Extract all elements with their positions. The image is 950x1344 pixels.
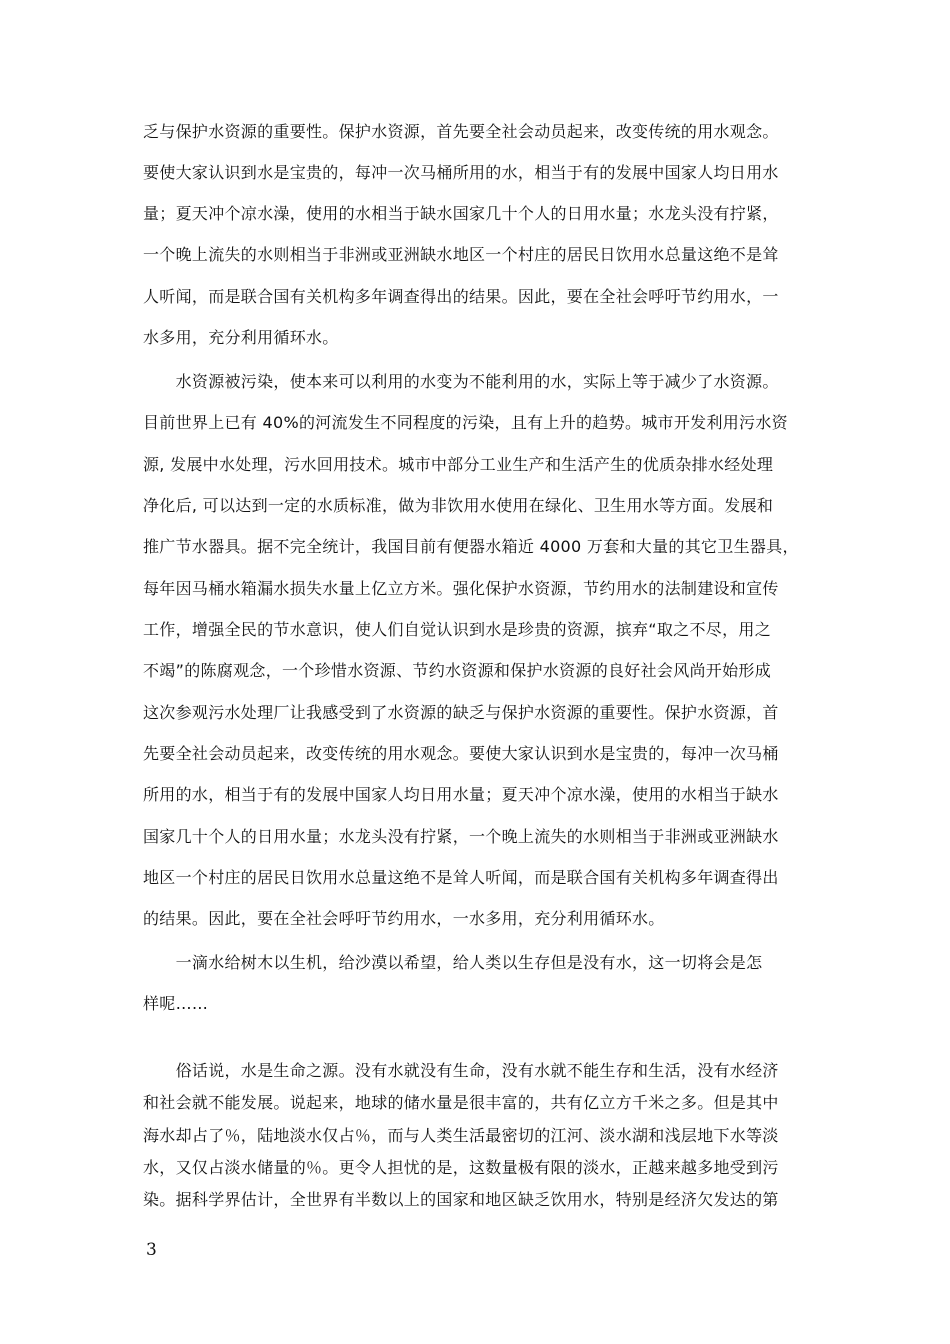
text-line: 样呢…… (143, 994, 209, 1013)
text-line: 染。据科学界估计，全世界有半数以上的国家和地区缺乏饮用水，特别是经济欠发达的第 (143, 1190, 779, 1209)
text-line: 所用的水，相当于有的发展中国家人均日用水量；夏天冲个凉水澡，使用的水相当于缺水 (143, 785, 779, 804)
text-line: 推广节水器具。据不完全统计，我国目前有便器水箱近 4000 万套和大量的其它卫生器具， (143, 537, 799, 556)
text-line: 国家几十个人的日用水量；水龙头没有拧紧，一个晚上流失的水则相当于非洲或亚洲缺水 (143, 827, 779, 846)
text-line: 水资源被污染，使本来可以利用的水变为不能利用的水，实际上等于减少了水资源。 (143, 372, 779, 391)
text-line: 地区一个村庄的居民日饮用水总量这绝不是耸人听闻，而是联合国有关机构多年调查得出 (143, 868, 779, 887)
text-line: 乏与保护水资源的重要性。保护水资源，首先要全社会动员起来，改变传统的用水观念。 (143, 122, 779, 141)
text-line: 每年因马桶水箱漏水损失水量上亿立方米。强化保护水资源，节约用水的法制建设和宣传 (143, 579, 779, 598)
text-line: 俗话说，水是生命之源。没有水就没有生命，没有水就不能生存和生活，没有水经济 (143, 1061, 779, 1080)
text-line: 这次参观污水处理厂让我感受到了水资源的缺乏与保护水资源的重要性。保护水资源，首 (143, 703, 779, 722)
text-line: 工作，增强全民的节水意识，使人们自觉认识到水是珍贵的资源，摈弃“取之不尽，用之 (143, 620, 771, 639)
text-line: 一滴水给树木以生机，给沙漠以希望，给人类以生存但是没有水，这一切将会是怎 (143, 953, 763, 972)
text-line: 的结果。因此，要在全社会呼吁节约用水，一水多用，充分利用循环水。 (143, 909, 665, 928)
text-line: 海水却占了％，陆地淡水仅占％，而与人类生活最密切的江河、淡水湖和浅层地下水等淡 (143, 1126, 779, 1145)
text-line: 不竭”的陈腐观念，一个珍惜水资源、节约水资源和保护水资源的良好社会风尚开始形成 (143, 661, 771, 680)
text-line: 一个晚上流失的水则相当于非洲或亚洲缺水地区一个村庄的居民日饮用水总量这绝不是耸 (143, 245, 779, 264)
text-line: 先要全社会动员起来，改变传统的用水观念。要使大家认识到水是宝贵的，每冲一次马桶 (143, 744, 779, 763)
text-line: 净化后, 可以达到一定的水质标准，做为非饮用水使用在绿化、卫生用水等方面。发展和 (143, 496, 774, 515)
text-line: 目前世界上已有 40%的河流发生不同程度的污染，且有上升的趋势。城市开发利用污水资 (143, 413, 788, 432)
text-line: 源, 发展中水处理，污水回用技术。城市中部分工业生产和生活产生的优质杂排水经处理 (143, 455, 774, 474)
text-line: 要使大家认识到水是宝贵的，每冲一次马桶所用的水，相当于有的发展中国家人均日用水 (143, 163, 779, 182)
text-line: 水，又仅占淡水储量的％。更令人担忧的是，这数量极有限的淡水，正越来越多地受到污 (143, 1158, 779, 1177)
page-number: 3 (146, 1240, 157, 1260)
text-line: 和社会就不能发展。说起来，地球的储水量是很丰富的，共有亿立方千米之多。但是其中 (143, 1093, 779, 1112)
text-line: 人听闻，而是联合国有关机构多年调查得出的结果。因此，要在全社会呼吁节约用水，一 (143, 287, 779, 306)
text-line: 量；夏天冲个凉水澡，使用的水相当于缺水国家几十个人的日用水量；水龙头没有拧紧， (143, 204, 779, 223)
text-line: 水多用，充分利用循环水。 (143, 328, 339, 347)
